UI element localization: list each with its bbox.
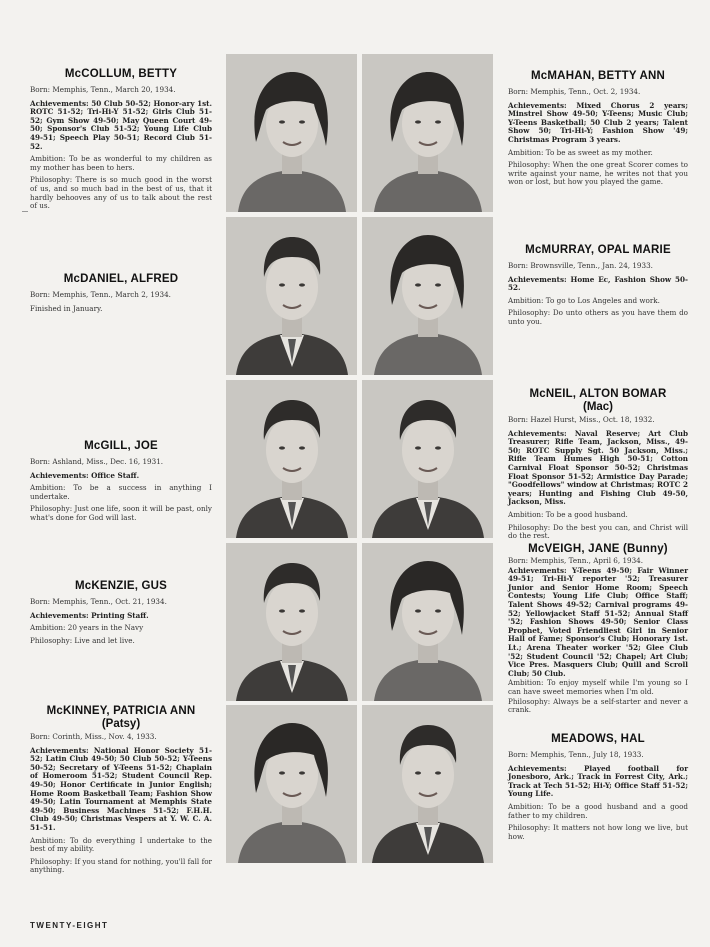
born-line: Born: Brownsville, Tenn., Jan. 24, 1933.: [508, 261, 653, 270]
bio-mckinney: [30, 705, 212, 879]
portrait-photo: [226, 217, 357, 375]
ambition: Ambition: To be a good husband and a good father to my children.: [508, 801, 688, 820]
portrait-graphic: [226, 380, 357, 538]
achievements: Achievements: Y-Teens 49-50; Fair Winner 49-51; Tri-Hi-Y reporter '52; Treasurer Junior and Senior Home Room; Speech Contests; Young Life Club; Office Staff; Talent Shows 49-52; Carnival programs 49-52; Yellowjacket Staff 51-52; Annual Staff '52; Fashion Shows 49-50; Senior Class Prophet, Voted Friendliest Girl in Senior Hall of Fame; Sponsor's Club; Honorary 1st. Lt.; Arena Theater worker '52; Glee Club '52; Student Council '52; Chapel; Art Club; Vice Pres. Masquers Club; Quill and Scroll Club; 50 Club.: [508, 565, 688, 678]
achievements: Achievements: Mixed Chorus 2 years; Minstrel Show 49-50; Y-Teens; Music Club; Y-Teens Basketball; 50 Club 2 years; Talent Show 50; Tri-Hi-Y; Fashion Show '49; Christmas Program 3 years.: [508, 100, 688, 144]
portrait-graphic: [362, 705, 493, 863]
achievements: Achievements: 50 Club 50-52; Honor-ary 1st. ROTC 51-52; Tri-Hi-Y 51-52; Girls Club 51-52; Gym Show 49-50; May Queen Court 49-50; Sponsor's Club 51-52; Young Life Club 49-51; Speech Play 50-51; Record Club 51-52.: [30, 98, 212, 151]
portrait-graphic: [362, 543, 493, 701]
philosophy: Philosophy: Just one life, soon it will be past, only what's done for God will last.: [30, 504, 212, 522]
portrait-graphic: [362, 54, 493, 212]
portrait-graphic: [362, 217, 493, 375]
ambition: Ambition: 20 years in the Navy: [30, 623, 144, 633]
philosophy: Philosophy: Do unto others as you have them do unto you.: [508, 308, 688, 326]
born-line: Born: Memphis, Tenn., Oct. 21, 1934.: [30, 597, 167, 606]
student-nickname: (Patsy): [101, 718, 141, 730]
ambition: Ambition: To be a good husband.: [508, 509, 628, 519]
portrait-photo: [226, 54, 357, 212]
portrait-photo: [226, 705, 357, 863]
ambition: Ambition: To enjoy myself while I'm young so I can have sweet memories when I'm old.: [508, 678, 688, 696]
student-name: MEADOWS, HAL: [551, 733, 645, 745]
page-number: TWENTY-EIGHT: [30, 921, 109, 930]
student-name: McGILL, JOE: [84, 440, 158, 452]
achievements: Achievements: Played football for Jonesboro, Ark.; Track in Forrest City, Ark.; Track at Tech 51-52; Hi-Y; Office Staff 51-52; Young Life.: [508, 763, 688, 799]
note: Finished in January.: [30, 303, 103, 313]
portrait-graphic: [226, 705, 357, 863]
born-line: Born: Memphis, Tenn., March 20, 1934.: [30, 85, 176, 94]
achievements: Achievements: Office Staff.: [30, 470, 140, 480]
portrait-photo: [362, 54, 493, 212]
ambition: Ambition: To be as sweet as my mother.: [508, 147, 653, 157]
achievements: Achievements: National Honor Society 51-52; Latin Club 49-50; 50 Club 50-52; Y-Teens 50-52; Secretary of Y-Teens 51-52; Chaplain of Homeroom 51-52; Student Council Rep. 49-50; Honor Certificate in Junior English; Home Room Basketball Team; Fashion Show 49-50; Latin Tournament at Memphis State 49-50; Business Machines 51-52; F.H.H. Club 49-50; Christmas Vespers at Y. W. C. A. 51-51.: [30, 745, 212, 832]
bio-meadows: [508, 733, 688, 845]
achievements: Achievements: Naval Reserve; Art Club Treasurer; Rifle Team, Jackson, Miss., 49-50; ROTC Supply Sgt. 50 Jackson, Miss.; Rifle Team Humes High 50-51; Cotton Carnival Float Sponsor 50-52; Christmas Float Sponsor 51-52; Armistice Day Parade; "Goodfellows" window at Christmas; ROTC 2 years; Hunting and Fishing Club 49-50, Jackson, Miss.: [508, 428, 688, 507]
philosophy: Philosophy: If you stand for nothing, you'll fall for anything.: [30, 856, 212, 875]
student-name-text: McVEIGH, JANE: [528, 543, 620, 555]
portrait-photo: [362, 705, 493, 863]
student-nickname: (Bunny): [623, 543, 668, 555]
margin-mark: [22, 211, 28, 212]
student-name: McKINNEY, PATRICIA ANN: [46, 705, 196, 717]
portrait-photo: [362, 543, 493, 701]
portrait-graphic: [226, 217, 357, 375]
philosophy: Philosophy: Live and let live.: [30, 635, 135, 645]
ambition: Ambition: To go to Los Angeles and work.: [508, 295, 660, 305]
philosophy: Philosophy: There is so much good in the worst of us, and so much bad in the best of us, that it hardly behooves any of us to talk about the rest of us.: [30, 175, 212, 211]
student-name: [508, 543, 688, 556]
born-line: Born: Corinth, Miss., Nov. 4, 1933.: [30, 732, 157, 741]
bio-mcneil: [508, 388, 688, 545]
ambition: Ambition: To be a success in anything I undertake.: [30, 483, 212, 501]
portrait-graphic: [362, 380, 493, 538]
portrait-photo: [362, 217, 493, 375]
portrait-graphic: [226, 54, 357, 212]
portrait-graphic: [226, 543, 357, 701]
born-line: Born: Memphis, Tenn., Oct. 2, 1934.: [508, 87, 641, 96]
born-line: Born: Memphis, Tenn., April 6, 1934.: [508, 556, 644, 565]
achievements: Achievements: Home Ec, Fashion Show 50-52.: [508, 274, 688, 293]
bio-mcgill: [30, 440, 212, 527]
achievements: Achievements: Printing Staff.: [30, 610, 149, 620]
portrait-photo: [362, 380, 493, 538]
ambition: Ambition: To do everything I undertake to the best of my ability.: [30, 835, 212, 854]
student-name: McMURRAY, OPAL MARIE: [525, 244, 671, 256]
bio-mcmurray: [508, 244, 688, 331]
born-line: Born: Hazel Hurst, Miss., Oct. 18, 1932.: [508, 415, 655, 424]
philosophy: Philosophy: Do the best you can, and Christ will do the rest.: [508, 522, 688, 541]
student-name: McMAHAN, BETTY ANN: [531, 70, 665, 82]
bio-mcmahan: [508, 70, 688, 191]
portrait-photo: [226, 543, 357, 701]
philosophy: Philosophy: It matters not how long we live, but how.: [508, 823, 688, 841]
born-line: Born: Memphis, Tenn., March 2, 1934.: [30, 290, 171, 299]
philosophy: Philosophy: When the one great Scorer comes to write against your name, he writes not that you won or lost, but how you played the game.: [508, 160, 688, 187]
student-name: McDANIEL, ALFRED: [63, 273, 179, 285]
bio-mcveigh: [508, 543, 688, 719]
student-name: McNEIL, ALTON BOMAR: [529, 388, 667, 400]
portrait-photo: [226, 380, 357, 538]
bio-mccollum: [30, 68, 212, 215]
bio-mcdaniel: [30, 273, 212, 317]
student-nickname: (Mac): [582, 401, 614, 413]
born-line: Born: Memphis, Tenn., July 18, 1933.: [508, 750, 644, 759]
born-line: Born: Ashland, Miss., Dec. 16, 1931.: [30, 457, 164, 466]
ambition: Ambition: To be as wonderful to my children as my mother has been to hers.: [30, 154, 212, 172]
philosophy: Philosophy: Always be a self-starter and never a crank.: [508, 696, 688, 715]
student-name: McCOLLUM, BETTY: [64, 68, 178, 80]
bio-mckenzie: [30, 580, 212, 649]
student-name: McKENZIE, GUS: [74, 580, 168, 592]
